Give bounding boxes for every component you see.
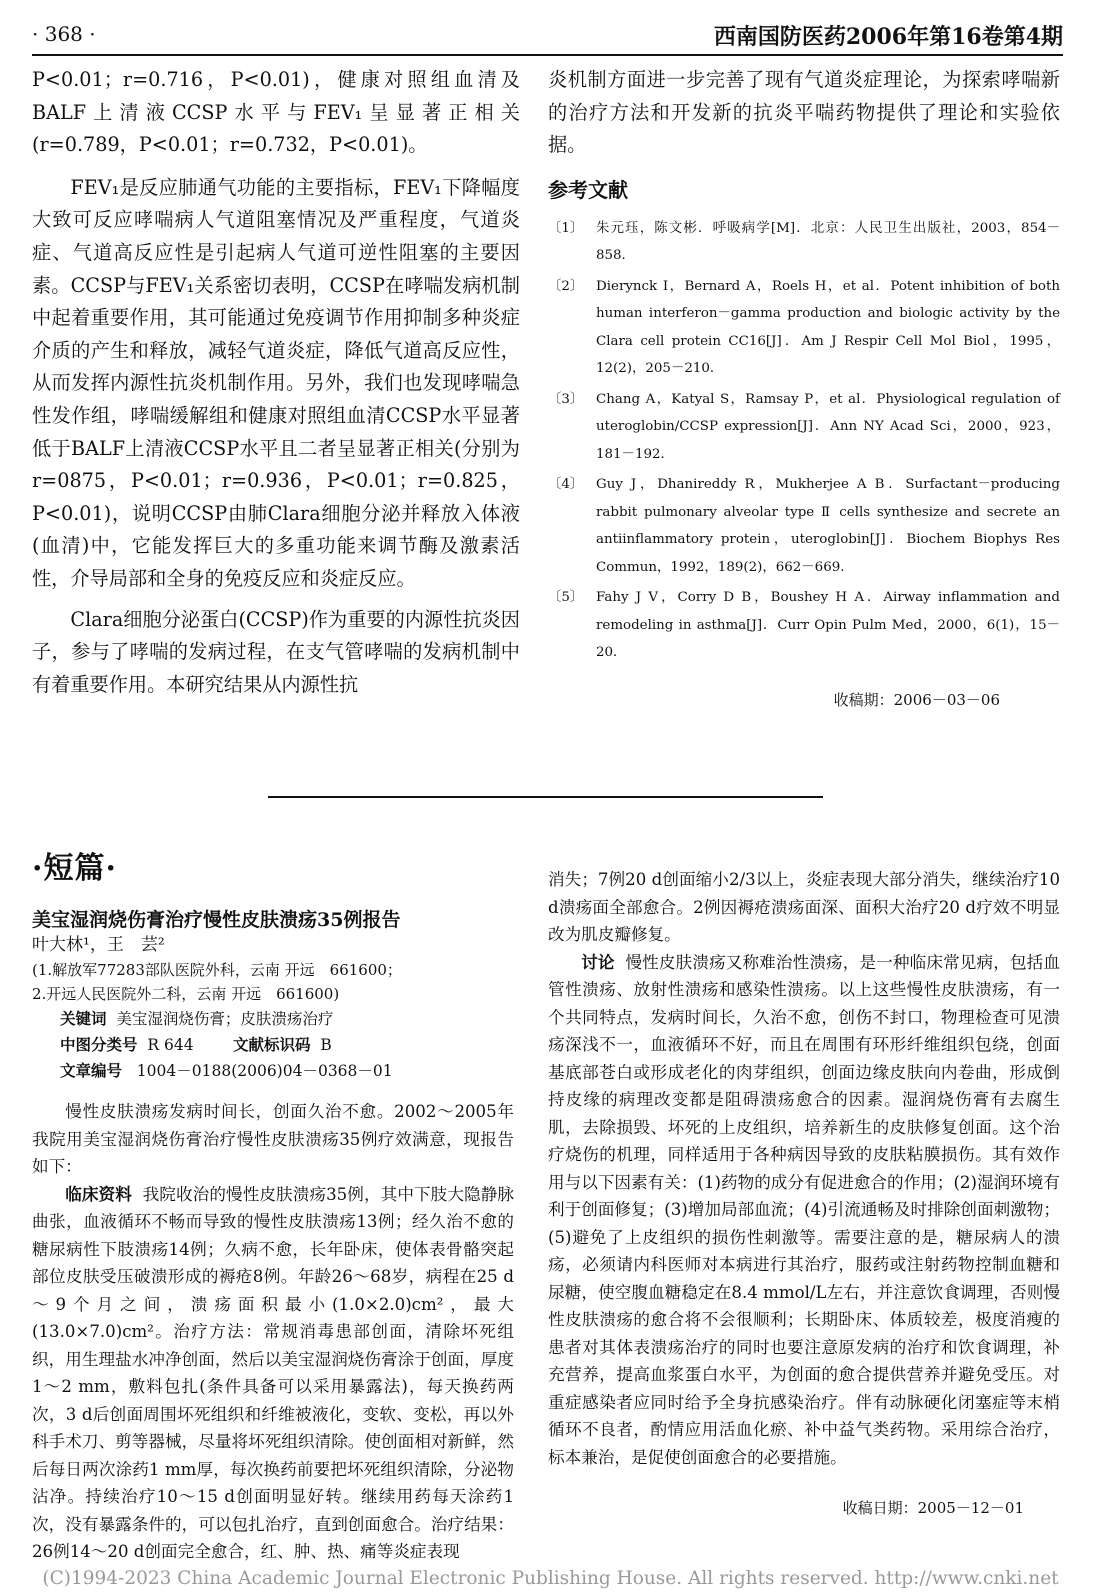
- classification-value: R 644: [147, 1036, 194, 1054]
- keywords: 美宝湿润烧伤膏；皮肤溃疡治疗: [116, 1010, 334, 1028]
- running-header: [32, 18, 1063, 56]
- clinical-text: 我院收治的慢性皮肤溃疡35例，其中下肢大隐静脉曲张，血液循环不畅而导致的慢性皮肤溃疡13例；经久治不愈的糖尿病性下肢溃疡14例；久病不愈，长年卧床，使体表骨骼突起部位皮肤受压破溃形成的褥疮8例。年龄26～68岁，病程在25 d～9个月之间，溃疡面积最小(1.0×2.0)cm²，最大(13.0×7.0)cm²。治疗方法：常规消毒患部创面，清除坏死组织，用生理盐水冲净创面，然后以美宝湿润烧伤膏涂于创面，厚度1～2 mm，敷料包扎(条件具备可以采用暴露法)，每天换药两次，3 d后创面周围坏死组织和纤维被液化，变软、变松，再以外科手术刀、剪等器械，尽量将坏死组织清除。使创面相对新鲜，然后每日两次涂药1 mm厚，每次换药前要把坏死组织清除，分泌物沾净。持续治疗10～15 d创面明显好转。继续用药每天涂药1次，没有暴露条件的，可以包扎治疗，直到创面愈合。治疗结果：26例14～20 d创面完全愈合，红、肿、热、痛等炎症表现: [32, 1184, 514, 1561]
- top-right-column: [548, 64, 1060, 710]
- reference-text: Fahy J V，Corry D B，Boushey H A．Airway inflammation and remodeling in asthma[J]．Curr Opin Pulm Med，2000，6(1)，15－20．: [596, 590, 1060, 661]
- page-number: · 368 ·: [32, 22, 96, 46]
- keywords-label: 关键词: [60, 1009, 107, 1028]
- top-left-column: [32, 64, 520, 701]
- paragraph: P<0.01；r=0.716，P<0.01)，健康对照组血清及BALF上清液CCSP水平与FEV₁呈显著正相关(r=0.789，P<0.01；r=0.732，P<0.01)。: [32, 68, 520, 157]
- reference-text: Guy J，Dhanireddy R，Mukherjee A B．Surfactant－producing rabbit pulmonary alveolar type Ⅱ cells synthesize and secrete an antiinflammatory protein，uteroglobin[J]．Biochem Biophys Res Commun，1992，189(2)，662－669．: [596, 477, 1060, 575]
- received-date: 收稿日期：2005－12－01: [842, 1499, 1024, 1517]
- reference-number: 〔2〕: [548, 278, 584, 294]
- reference-item: [548, 386, 1060, 469]
- article-number-label: 文章编号: [60, 1061, 123, 1080]
- classification-line: [32, 1032, 532, 1058]
- paragraph: FEV₁是反应肺通气功能的主要指标，FEV₁下降幅度大致可反应哮喘病人气道阻塞情况及严重程度，气道炎症、气道高反应性是引起病人气道可逆性阻塞的主要因素。CCSP与FEV₁关系密切表明，CCSP在哮喘发病机制中起着重要作用，其可能通过免疫调节作用抑制多种炎症介质的产生和释放，减轻气道炎症，降低气道高反应性，从而发挥内源性抗炎机制作用。另外，我们也发现哮喘急性发作组，哮喘缓解组和健康对照组血清CCSP水平显著低于BALF上清液CCSP水平且二者呈显著正相关(分别为r=0875，P<0.01；r=0.936，P<0.01；r=0.825，P<0.01)，说明CCSP由肺Clara细胞分泌并释放入体液(血清)中，它能发挥巨大的多重功能来调节酶及激素活性，介导局部和全身的免疫反应和炎症反应。: [32, 175, 520, 590]
- article-meta: [32, 932, 532, 1084]
- paragraph: 慢性皮肤溃疡发病时间长，创面久治不愈。2002～2005年我院用美宝湿润烧伤膏治疗慢性皮肤溃疡35例疗效满意，现报告如下：: [32, 1102, 514, 1176]
- keywords-line: [32, 1006, 532, 1032]
- article-number-line: [32, 1058, 532, 1084]
- reference-item: [548, 215, 1060, 270]
- references-list: [548, 215, 1060, 667]
- discussion-text: 慢性皮肤溃疡又称难治性溃疡，是一种临床常见病，包括血管性溃疡、放射性溃疡和感染性溃疡。以上这些慢性皮肤溃疡，有一个共同特点，发病时间长，久治不愈，创伤不封口，物理检查可见溃疡深浅不一，血液循环不好，而且在周围有环形纤维组织包绕，创面基底部苍白或形成老化的肉芽组织，创面边缘皮肤向内卷曲，形成倒持皮缘的病理改变都是阻碍溃疡愈合的因素。湿润烧伤膏有去腐生肌，去除损毁、坏死的上皮组织，培养新生的皮肤修复创面。这个治疗烧伤的机理，同样适用于各种病因导致的皮肤粘膜损伤。其有效作用与以下因素有关：(1)药物的成分有促进愈合的作用；(2)湿润环境有利于创面修复；(3)增加局部血流；(4)引流通畅及时排除创面刺激物；(5)避免了上皮组织的损伤性刺激等。需要注意的是，糖尿病人的溃疡，必须请内科医师对本病进行其治疗，服药或注射药物控制血糖和尿糖，使空腹血糖稳定在8.4 mmol/L左右，并注意饮食调理，否则慢性皮肤溃疡的愈合将不会很顺利；长期卧床、体质较差，极度消瘦的患者对其体表溃疡治疗的同时也要注意原发病的治疗和饮食调理，补充营养，提高血浆蛋白水平，为创面的愈合提供营养并避免受压。对重症感染者应同时给予全身抗感染治疗。伴有动脉硬化闭塞症等末梢循环不良者，酌情应用活血化瘀、补中益气类药物。采用综合治疗，标本兼治，是促使创面愈合的必要措施。: [548, 952, 1060, 1467]
- paragraph: Clara细胞分泌蛋白(CCSP)作为重要的内源性抗炎因子，参与了哮喘的发病过程，在支气管哮喘的发病机制中有着重要作用。本研究结果从内源性抗: [32, 607, 520, 696]
- section-divider: [268, 796, 823, 798]
- section-title: ·短篇·: [32, 851, 117, 886]
- reference-number: 〔4〕: [548, 477, 584, 493]
- discussion-lead: 讨论: [581, 951, 615, 972]
- reference-text: Chang A，Katyal S，Ramsay P，et al．Physiological regulation of uteroglobin/CCSP expression[J]．Ann NY Acad Sci，2000，923，181－192．: [596, 391, 1060, 462]
- paragraph: [32, 1181, 514, 1566]
- reference-item: [548, 471, 1060, 581]
- reference-number: 〔1〕: [548, 220, 584, 236]
- paragraph: 消失；7例20 d创面缩小2/3以上，炎症表现大部分消失，继续治疗10 d溃疡面全部愈合。2例因褥疮溃疡面深、面积大治疗20 d疗效不明显改为肌皮瓣修复。: [548, 870, 1060, 944]
- classification-label: 中图分类号: [60, 1035, 138, 1054]
- reference-item: [548, 584, 1060, 667]
- affiliation: (1.解放军77283部队医院外科，云南 开远 661600；: [32, 961, 402, 979]
- paragraph: [548, 949, 1060, 1472]
- reference-number: 〔5〕: [548, 590, 584, 606]
- authors: 叶大林¹，王 芸²: [32, 935, 165, 955]
- references-heading: 参考文献: [548, 177, 628, 202]
- bottom-left-column: [32, 1098, 514, 1566]
- reference-text: Dierynck I，Bernard A，Roels H，et al．Potent inhibition of both human interferon－gamma production and biologic activity by the Clara cell protein CC16[J]．Am J Respir Cell Mol Biol，1995，12(2)，205－210．: [596, 278, 1060, 377]
- doc-code-label: 文献标识码: [232, 1035, 311, 1054]
- journal-title: 西南国防医药2006年第16卷第4期: [713, 24, 1063, 50]
- reference-number: 〔3〕: [548, 391, 584, 407]
- article-title: 美宝湿润烧伤膏治疗慢性皮肤溃疡35例报告: [32, 909, 401, 931]
- paragraph: 炎机制方面进一步完善了现有气道炎症理论，为探索哮喘新的治疗方法和开发新的抗炎平喘药物提供了理论和实验依据。: [548, 68, 1060, 157]
- clinical-lead: 临床资料: [65, 1183, 132, 1204]
- copyright-footer: (C)1994-2023 China Academic Journal Electronic Publishing House. All rights reserved. http://www.cnki.net: [42, 1568, 1059, 1589]
- doc-code-value: B: [320, 1036, 332, 1054]
- affiliation: 2.开远人民医院外二科，云南 开远 661600): [32, 985, 340, 1003]
- reference-item: [548, 273, 1060, 383]
- article-number-value: 1004－0188(2006)04－0368－01: [136, 1062, 393, 1080]
- bottom-right-column: [548, 866, 1060, 1523]
- received-date: 收稿期：2006－03－06: [833, 690, 1000, 709]
- reference-text: 朱元珏，陈文彬．呼吸病学[M]．北京：人民卫生出版社，2003，854－858．: [596, 220, 1060, 264]
